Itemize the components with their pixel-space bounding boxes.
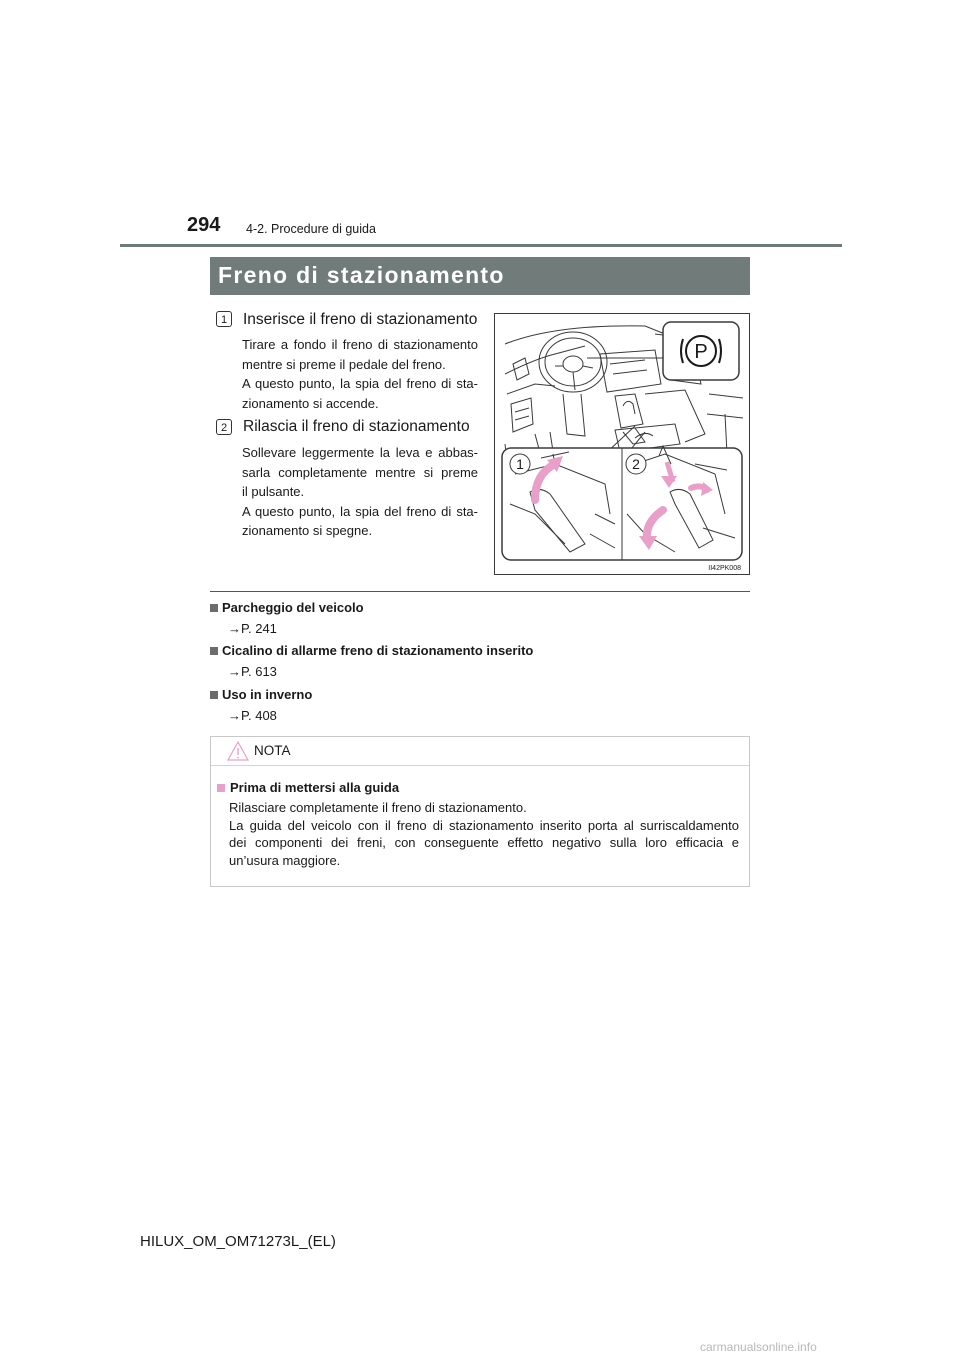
square-bullet-icon xyxy=(210,604,218,612)
document-code: HILUX_OM_OM71273L_(EL) xyxy=(140,1233,336,1250)
note-line: un’usura maggiore. xyxy=(229,852,341,868)
square-bullet-icon xyxy=(210,691,218,699)
step-1-line: Tirare a fondo il freno di stazionamento xyxy=(242,337,478,352)
page-reference: →P. 408 xyxy=(228,708,277,723)
square-bullet-icon xyxy=(217,784,225,792)
breadcrumb: 4-2. Procedure di guida xyxy=(246,222,376,236)
section-divider xyxy=(210,591,750,592)
item-heading-winter: Uso in inverno xyxy=(210,687,312,702)
page-reference: →P. 613 xyxy=(228,664,277,679)
step-body-1 xyxy=(242,335,478,413)
page-number: 294 xyxy=(187,214,221,236)
square-bullet-icon xyxy=(210,647,218,655)
note-divider xyxy=(211,765,749,766)
step-number-1: 1 xyxy=(216,311,232,327)
step-title-1: Inserisce il freno di stazionamento xyxy=(243,311,478,328)
item-heading-parking: Parcheggio del veicolo xyxy=(210,600,364,615)
note-heading: Prima di mettersi alla guida xyxy=(217,780,399,795)
callout-2: 2 xyxy=(632,456,640,472)
watermark: carmanualsonline.info xyxy=(700,1340,817,1354)
step-1-line: A questo punto, la spia del freno di sta- xyxy=(242,376,478,392)
figure-code: II42PK008 xyxy=(708,565,741,572)
section-title: Freno di stazionamento xyxy=(210,257,750,295)
indicator-symbol: P xyxy=(694,341,708,363)
note-line: dei componenti dei freni, con conseguente effetto negativo sulla loro efficacia e xyxy=(229,835,739,850)
warning-triangle-icon xyxy=(227,741,249,761)
step-2-line: il pulsante. xyxy=(242,484,305,500)
step-2-line: zionamento si spegne. xyxy=(242,523,373,539)
note-label: NOTA xyxy=(254,743,291,758)
item-heading-alarm: Cicalino di allarme freno di stazionamento inserito xyxy=(210,643,533,658)
header-divider xyxy=(120,244,842,247)
step-2-line: A questo punto, la spia del freno di sta- xyxy=(242,503,478,519)
callout-1: 1 xyxy=(516,456,524,472)
step-title-2: Rilascia il freno di stazionamento xyxy=(243,418,470,435)
parking-brake-illustration xyxy=(494,313,750,575)
step-2-line: sarla completamente mentre si preme xyxy=(242,464,478,480)
note-body xyxy=(229,799,739,869)
step-number-2: 2 xyxy=(216,419,232,435)
note-line: Rilasciare completamente il freno di stazionamento. xyxy=(229,800,527,815)
step-1-line: mentre si preme il pedale del freno. xyxy=(242,356,446,372)
step-body-2 xyxy=(242,443,478,541)
page-reference: →P. 241 xyxy=(228,621,277,636)
step-2-line: Sollevare leggermente la leva e abbas- xyxy=(242,445,478,460)
note-line: La guida del veicolo con il freno di stazionamento inserito porta al surriscaldamento xyxy=(229,817,739,833)
note-box xyxy=(210,736,750,887)
step-1-line: zionamento si accende. xyxy=(242,395,379,411)
